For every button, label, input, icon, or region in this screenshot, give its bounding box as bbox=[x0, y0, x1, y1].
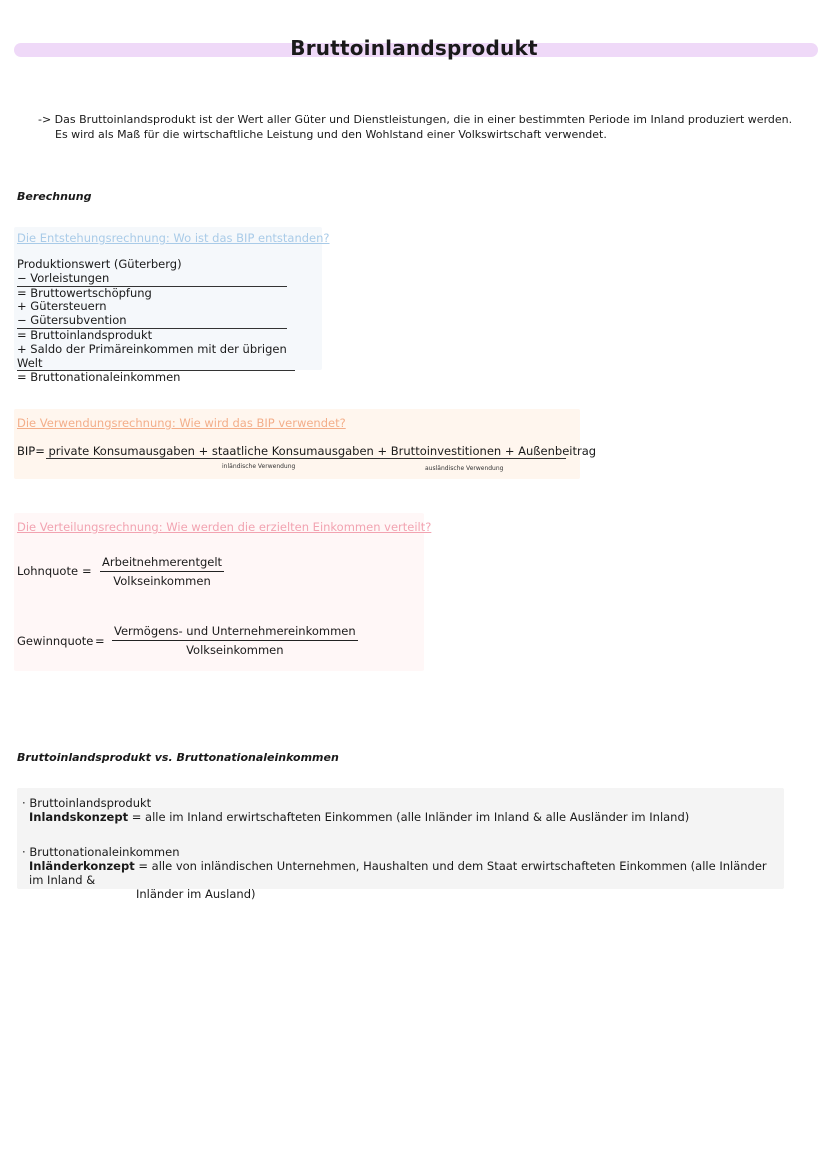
inlandskonzept-text: = alle im Inland erwirtschafteten Einkommen (alle Inländer im Inland & alle Ausländer im Inland) bbox=[131, 810, 690, 824]
gewinnquote-fraction bbox=[112, 624, 358, 657]
bip-title: Bruttoinlandsprodukt bbox=[29, 796, 152, 810]
intro-line-2: Es wird als Maß für die wirtschaftliche Leistung und den Wohlstand einer Volkswirtschaft verwendet. bbox=[55, 128, 607, 141]
calc-line-bruttoinlandsprodukt: = Bruttoinlandsprodukt bbox=[17, 327, 153, 342]
gewinnquote-label: Gewinnquote bbox=[17, 634, 94, 648]
bne-entry-title: · Bruttonationaleinkommen bbox=[22, 845, 180, 859]
entstehung-title: Die Entstehungsrechnung: Wo ist das BIP entstanden? bbox=[17, 231, 330, 245]
verteilung-title: Die Verteilungsrechnung: Wie werden die erzielten Einkommen verteilt? bbox=[17, 520, 432, 534]
calc-line-produktionswert: Produktionswert (Güterberg) bbox=[17, 257, 182, 271]
bip-entry-title: · Bruttoinlandsprodukt bbox=[22, 796, 152, 810]
lohnquote-equals: = bbox=[82, 564, 92, 578]
label-auslaendische-verwendung: ausländische Verwendung bbox=[425, 465, 504, 472]
calc-line-saldo: + Saldo der Primäreinkommen mit der übrigen Welt bbox=[17, 343, 295, 372]
bip-entry-definition bbox=[22, 810, 689, 824]
inlandskonzept-label: Inlandskonzept bbox=[29, 810, 129, 824]
lohnquote-denominator: Volkseinkommen bbox=[113, 574, 211, 588]
inlaenderkonzept-text-cont: Inländer im Ausland) bbox=[136, 887, 256, 901]
intro-paragraph bbox=[38, 112, 798, 142]
berechnung-heading: Berechnung bbox=[17, 190, 92, 203]
calc-line-guetersubvention: − Gütersubvention bbox=[17, 314, 287, 329]
calc-line-bruttonationaleinkommen: = Bruttonationaleinkommen bbox=[17, 370, 181, 385]
gewinnquote-denominator: Volkseinkommen bbox=[186, 643, 284, 657]
bne-title: Bruttonationaleinkommen bbox=[29, 845, 180, 859]
verwendung-formula: BIP= private Konsumausgaben + staatliche Konsumausgaben + Bruttoinvestitionen + Außenbeitrag bbox=[17, 444, 597, 458]
entstehung-calculation bbox=[17, 258, 295, 385]
intro-line-1: -> Das Bruttoinlandsprodukt ist der Wert aller Güter und Dienstleistungen, die in einer bestimmten Periode im Inland produziert werden. bbox=[38, 113, 793, 126]
bip-entry bbox=[22, 796, 689, 824]
lohnquote-fraction bbox=[100, 555, 224, 588]
page-title: Bruttoinlandsprodukt bbox=[290, 36, 538, 60]
verwendung-title: Die Verwendungsrechnung: Wie wird das BIP verwendet? bbox=[17, 416, 346, 430]
bne-entry-definition bbox=[22, 859, 782, 887]
lohnquote-label: Lohnquote bbox=[17, 564, 79, 578]
bne-entry bbox=[22, 845, 782, 901]
gewinnquote-equals: = bbox=[95, 634, 105, 648]
calc-line-vorleistungen: − Vorleistungen bbox=[17, 272, 287, 287]
calc-line-guetersteuern: + Gütersteuern bbox=[17, 299, 107, 314]
vs-heading: Bruttoinlandsprodukt vs. Bruttonationaleinkommen bbox=[17, 751, 339, 764]
inlaenderkonzept-text: = alle von inländischen Unternehmen, Haushalten und dem Staat erwirtschafteten Einkommen (alle Inländer im Inland & bbox=[29, 859, 767, 887]
calc-line-bruttowertschoepfung: = Bruttowertschöpfung bbox=[17, 285, 152, 300]
inland-underline bbox=[46, 458, 364, 459]
label-inlaendische-verwendung: inländische Verwendung bbox=[222, 463, 296, 470]
lohnquote-numerator: Arbeitnehmerentgelt bbox=[100, 555, 224, 572]
ausland-underline bbox=[364, 458, 566, 459]
gewinnquote-numerator: Vermögens- und Unternehmereinkommen bbox=[112, 624, 358, 641]
inlaenderkonzept-label: Inländerkonzept bbox=[29, 859, 135, 873]
